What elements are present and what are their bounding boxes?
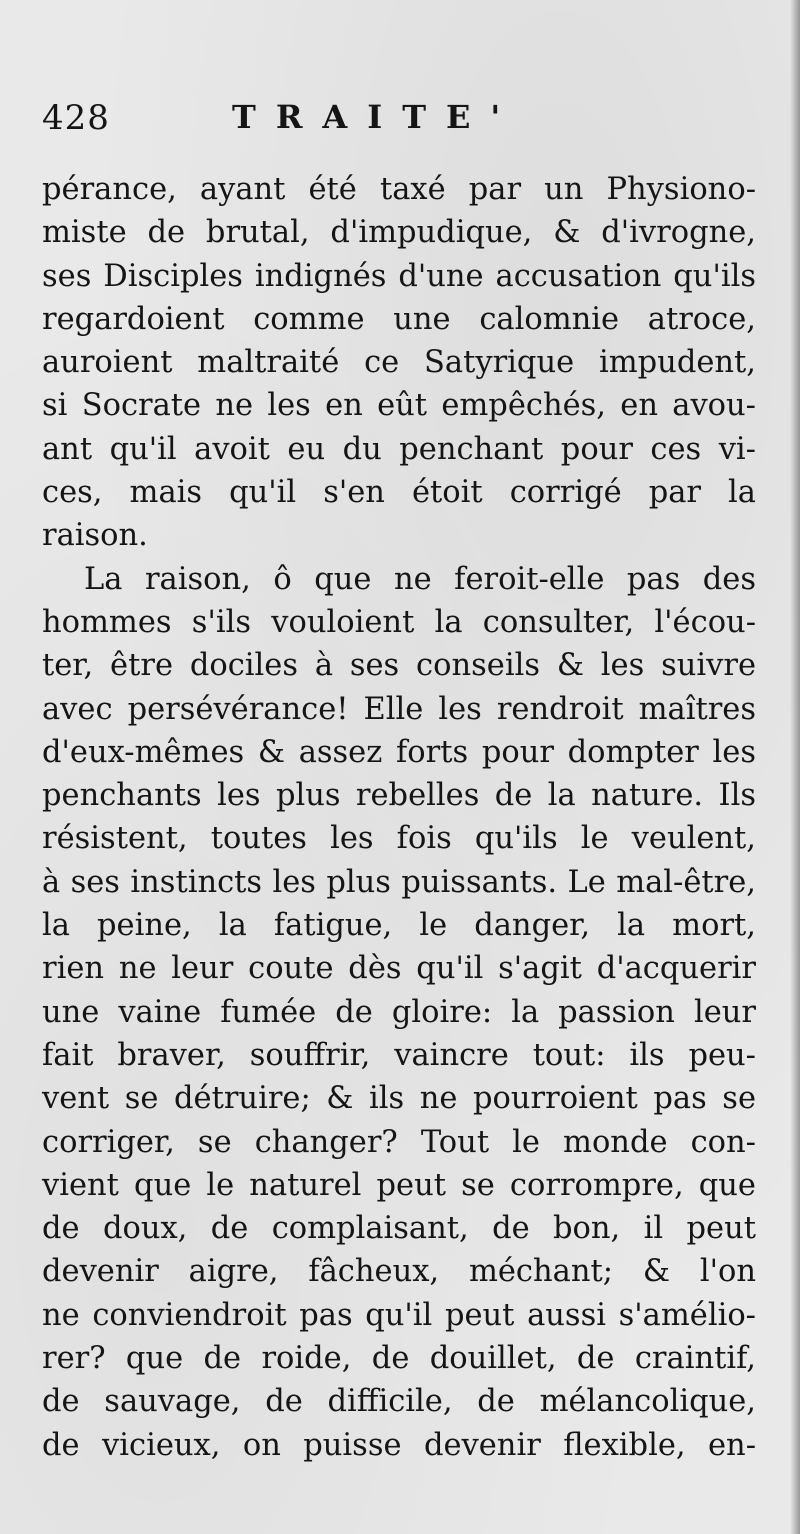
text-line: si Socrate ne les en eût empêchés, en avou- bbox=[42, 388, 756, 424]
page-edge-shadow bbox=[790, 0, 800, 1534]
text-line: auroient maltraité ce Satyrique impudent, bbox=[42, 345, 756, 381]
text-line: de sauvage, de difficile, de mélancolique, bbox=[42, 1384, 756, 1420]
text-line: pérance, ayant été taxé par un Physiono- bbox=[42, 172, 756, 207]
text-line: ces, mais qu'il s'en étoit corrigé par la bbox=[42, 475, 756, 511]
text-line: avec persévérance! Elle les rendroit maîtres bbox=[42, 691, 756, 727]
text-line: à ses instincts les plus puissants. Le mal-être, bbox=[42, 864, 756, 900]
text-line: corriger, se changer? Tout le monde con- bbox=[42, 1124, 756, 1160]
text-line: la peine, la fatigue, le danger, la mort, bbox=[42, 908, 756, 944]
text-line: La raison, ô que ne feroit-elle pas des bbox=[84, 561, 756, 597]
text-line: devenir aigre, fâcheux, méchant; & l'on bbox=[42, 1254, 756, 1290]
text-line: raison. bbox=[42, 518, 148, 554]
text-line: rien ne leur coute dès qu'il s'agit d'acquerir bbox=[42, 951, 756, 987]
text-line: une vaine fumée de gloire: la passion leur bbox=[42, 994, 756, 1030]
text-line: résistent, toutes les fois qu'ils le veulent, bbox=[42, 821, 756, 857]
text-line: miste de brutal, d'impudique, & d'ivrogne, bbox=[42, 215, 756, 251]
text-line: fait braver, souffrir, vaincre tout: ils peu- bbox=[42, 1037, 756, 1073]
text-line: de vicieux, on puisse devenir flexible, en- bbox=[42, 1427, 756, 1463]
running-title: TRAITE' bbox=[232, 98, 521, 136]
text-line: vent se détruire; & ils ne pourroient pas se bbox=[42, 1081, 756, 1117]
text-line: rer? que de roide, de douillet, de craintif, bbox=[42, 1341, 756, 1377]
text-line: ter, être dociles à ses conseils & les suivre bbox=[42, 648, 756, 684]
text-line: ses Disciples indignés d'une accusation qu'ils bbox=[42, 258, 756, 294]
text-line: de doux, de complaisant, de bon, il peut bbox=[42, 1211, 756, 1247]
text-line: d'eux-mêmes & assez forts pour dompter les bbox=[42, 734, 756, 770]
page-number: 428 bbox=[42, 98, 110, 138]
text-line: ant qu'il avoit eu du penchant pour ces vi- bbox=[42, 431, 756, 467]
page-header bbox=[42, 98, 762, 158]
text-line: regardoient comme une calomnie atroce, bbox=[42, 301, 756, 337]
body-text bbox=[42, 168, 756, 1467]
text-line: hommes s'ils vouloient la consulter, l'écou- bbox=[42, 604, 756, 640]
text-line: ne conviendroit pas qu'il peut aussi s'amélio- bbox=[42, 1297, 756, 1333]
text-line: vient que le naturel peut se corrompre, que bbox=[42, 1167, 756, 1203]
text-line: penchants les plus rebelles de la nature. Ils bbox=[42, 778, 756, 814]
